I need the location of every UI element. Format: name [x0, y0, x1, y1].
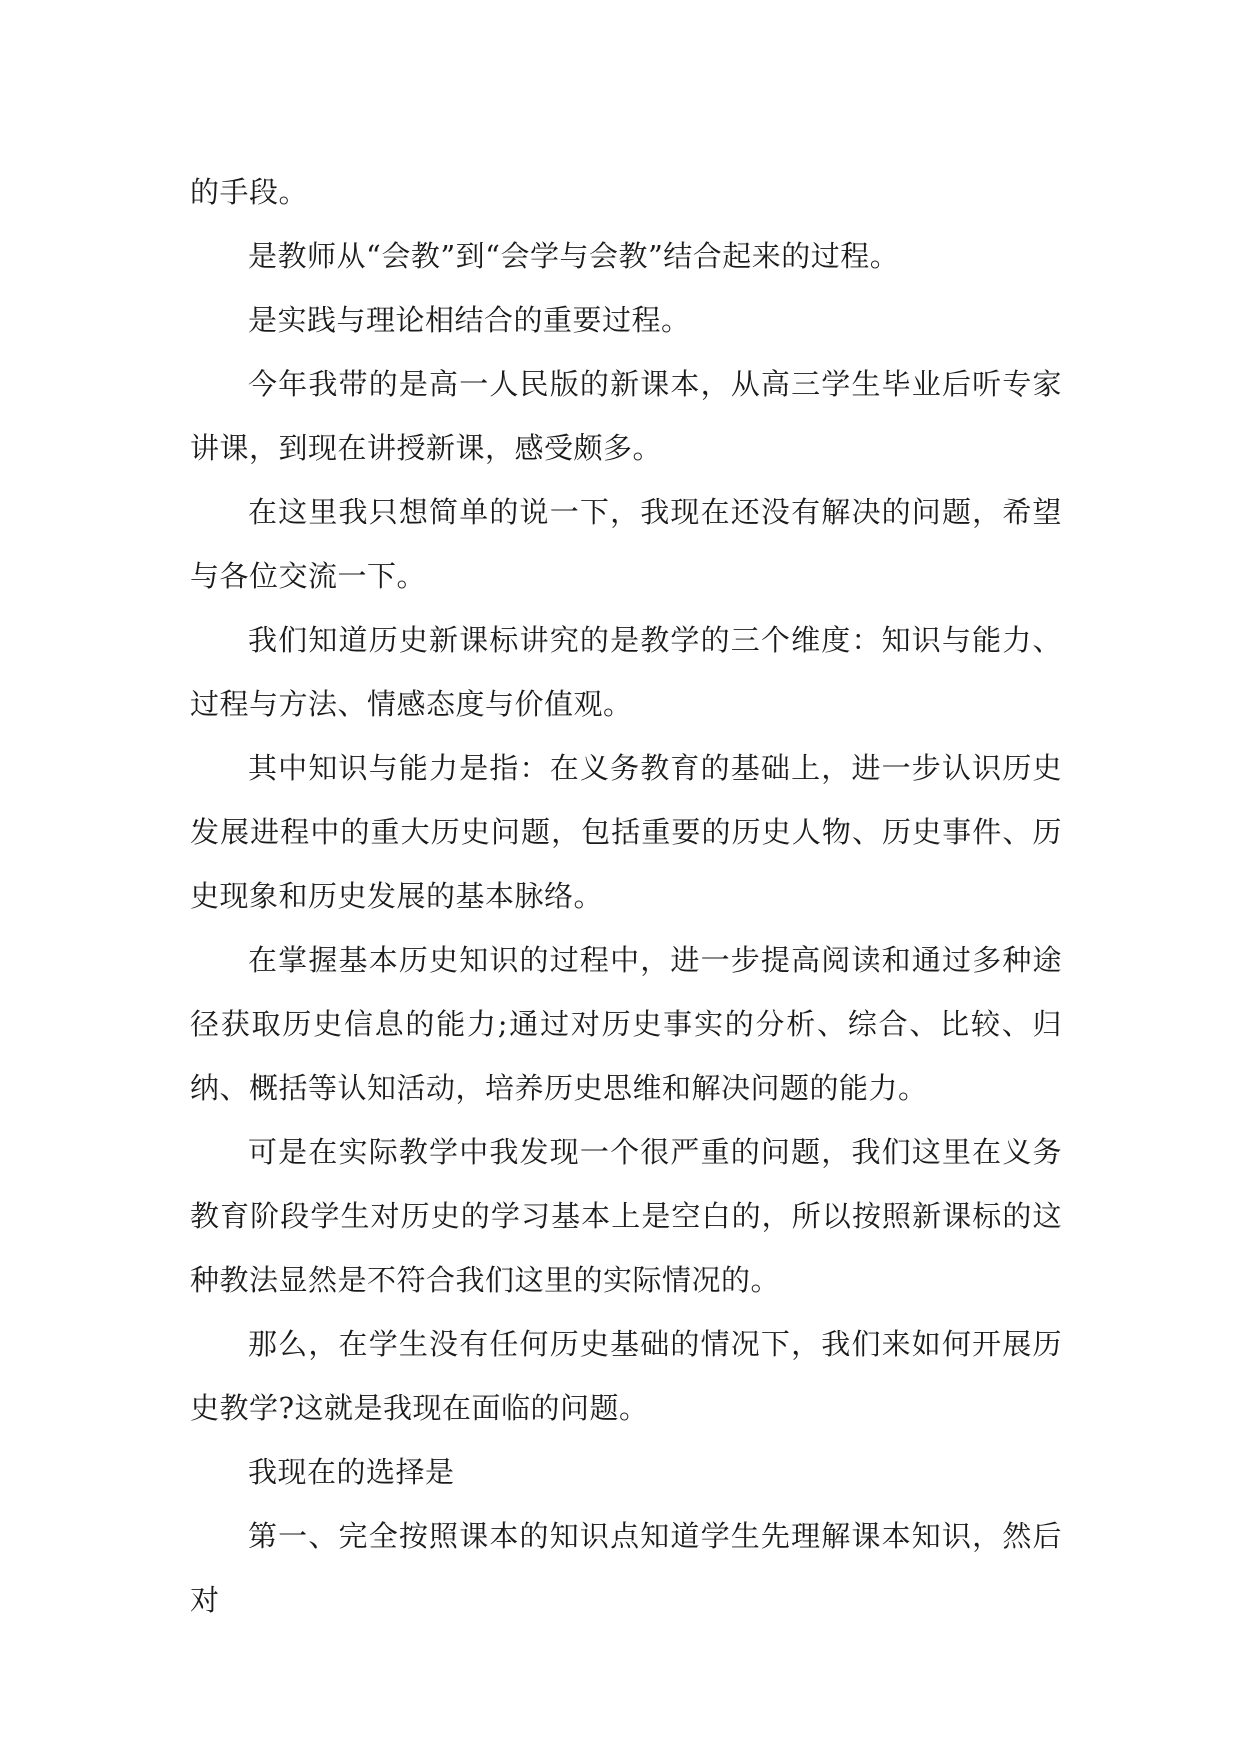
document-body [190, 160, 1062, 1632]
paragraph-12: 第一、完全按照课本的知识点知道学生先理解课本知识，然后对 [190, 1519, 1062, 1617]
paragraph-8: 在掌握基本历史知识的过程中，进一步提高阅读和通过多种途径获取历史信息的能力;通过对历史事实的分析、综合、比较、归纳、概括等认知活动，培养历史思维和解决问题的能力。 [190, 943, 1062, 1105]
paragraph-7: 其中知识与能力是指：在义务教育的基础上，进一步认识历史发展进程中的重大历史问题，包括重要的历史人物、历史事件、历史现象和历史发展的基本脉络。 [190, 751, 1062, 913]
paragraph-3: 是实践与理论相结合的重要过程。 [248, 303, 691, 337]
paragraph-5: 在这里我只想简单的说一下，我现在还没有解决的问题，希望与各位交流一下。 [190, 495, 1062, 593]
paragraph-11: 我现在的选择是 [248, 1455, 455, 1489]
paragraph-6: 我们知道历史新课标讲究的是教学的三个维度：知识与能力、过程与方法、情感态度与价值观。 [190, 623, 1062, 721]
paragraph-1: 的手段。 [190, 175, 309, 209]
paragraph-9: 可是在实际教学中我发现一个很严重的问题，我们这里在义务教育阶段学生对历史的学习基本上是空白的，所以按照新课标的这种教法显然是不符合我们这里的实际情况的。 [190, 1135, 1062, 1297]
paragraph-2: 是教师从“会教”到“会学与会教”结合起来的过程。 [248, 239, 900, 273]
paragraph-10: 那么，在学生没有任何历史基础的情况下，我们来如何开展历史教学?这就是我现在面临的问题。 [190, 1327, 1062, 1425]
paragraph-4: 今年我带的是高一人民版的新课本，从高三学生毕业后听专家讲课，到现在讲授新课，感受颇多。 [190, 367, 1062, 465]
